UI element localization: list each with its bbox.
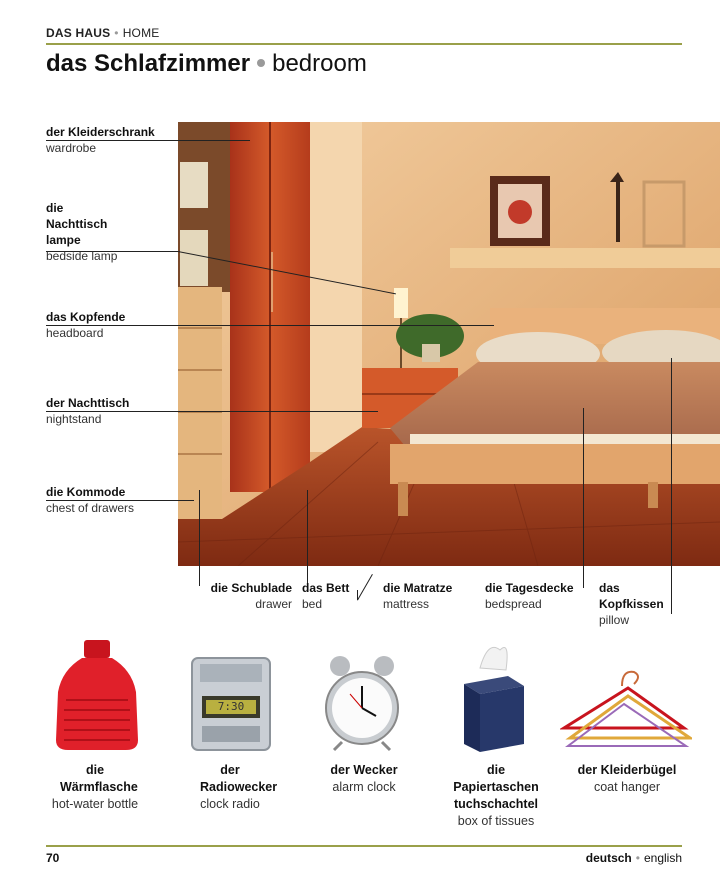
lang-de: deutsch (585, 851, 632, 865)
separator-dot: • (114, 26, 119, 40)
label-chest-of-drawers: die Kommode chest of drawers (46, 485, 135, 515)
label-headboard: das Kopfende headboard (46, 310, 126, 340)
footer-languages (586, 851, 682, 865)
label-bedspread: die Tagesdecke bedspread (485, 581, 574, 611)
leader-pillow (671, 358, 672, 614)
bedroom-photo (178, 122, 720, 566)
label-mattress: die Matratze mattress (383, 581, 453, 611)
object-hot-water-bottle: die Wärmflasche hot-water bottle (51, 763, 139, 811)
title-en: bedroom (272, 50, 367, 77)
object-alarm-clock: der Wecker alarm clock (330, 763, 398, 794)
leader-drawer (199, 490, 200, 586)
tissue-box-icon (458, 640, 530, 761)
leader-bedspread (583, 408, 584, 588)
label-bed: das Bett bed (302, 581, 350, 611)
label-nightstand: der Nachttisch nightstand (46, 396, 130, 426)
clock-radio-icon (190, 656, 272, 757)
section-de: DAS HAUS (46, 26, 111, 40)
object-box-of-tissues: die Papiertaschen tuchschachtel box of tissues (453, 763, 539, 828)
label-pillow: das Kopfkissen pillow (599, 581, 664, 627)
title-de: das Schlafzimmer (46, 50, 251, 77)
object-clock-radio: der Radiowecker clock radio (200, 763, 278, 811)
label-drawer: die Schublade drawer (210, 581, 292, 611)
object-coat-hanger: der Kleiderbügel coat hanger (577, 763, 677, 794)
title-bullet (257, 59, 265, 67)
section-en: HOME (122, 26, 160, 40)
section-header (46, 26, 160, 40)
page-title (46, 50, 367, 78)
hot-water-bottle-icon (52, 640, 142, 757)
alarm-clock-icon (322, 654, 402, 757)
coat-hanger-icon (560, 666, 692, 763)
leader-mattress-b (357, 574, 373, 600)
lang-separator: • (635, 851, 640, 865)
header-rule (46, 43, 682, 45)
page-number: 70 (46, 851, 60, 865)
leader-bed (307, 490, 308, 586)
label-bedside-lamp: die Nachttisch lampe bedside lamp (46, 201, 118, 263)
label-wardrobe: der Kleiderschrank wardrobe (46, 125, 155, 155)
lang-en: english (643, 851, 682, 865)
footer-rule (46, 845, 682, 847)
clock-display: 7:30 (217, 700, 245, 713)
